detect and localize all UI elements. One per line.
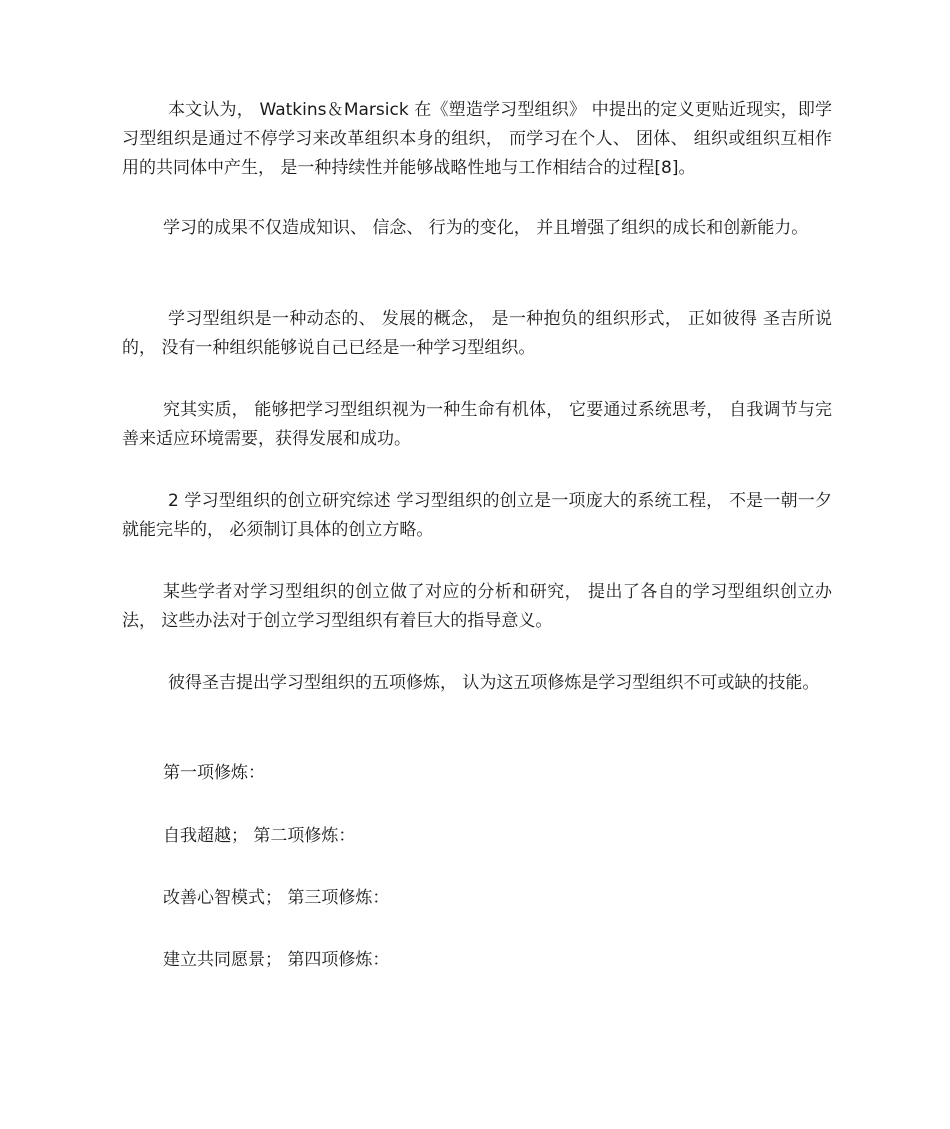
paragraph-dynamic-concept: 学习型组织是一种动态的、 发展的概念， 是一种抱负的组织形式， 正如彼得 圣吉所说的， 没有一种组织能够说自己已经是一种学习型组织。 <box>122 309 832 358</box>
paragraph-section-2: 2 学习型组织的创立研究综述 学习型组织的创立是一项庞大的系统工程， 不是一朝一夕就能完毕的， 必须制订具体的创立方略。 <box>122 491 832 540</box>
paragraph-discipline-3: 改善心智模式； 第三项修炼： <box>163 888 390 908</box>
paragraph-discipline-1: 第一项修炼： <box>163 763 265 783</box>
paragraph-definition: 本文认为， Watkins＆Marsick 在《塑造学习型组织》 中提出的定义更贴近现实，即学习型组织是通过不停学习来改革组织本身的组织， 而学习在个人、 团体、 组织或组织互相作用的共同体中产生， 是一种持续性并能够战略性地与工作相结合的过程[8]。 <box>122 100 832 178</box>
paragraph-discipline-2: 自我超越； 第二项修炼： <box>163 826 356 846</box>
paragraph-essence: 究其实质， 能够把学习型组织视为一种生命有机体， 它要通过系统思考， 自我调节与完善来适应环境需要，获得发展和成功。 <box>122 400 832 449</box>
paragraph-five-disciplines: 彼得圣吉提出学习型组织的五项修炼， 认为这五项修炼是学习型组织不可或缺的技能。 <box>168 673 820 693</box>
paragraph-scholars: 某些学者对学习型组织的创立做了对应的分析和研究， 提出了各自的学习型组织创立办法， 这些办法对于创立学习型组织有着巨大的指导意义。 <box>122 582 832 631</box>
paragraph-discipline-4: 建立共同愿景； 第四项修炼： <box>163 950 390 970</box>
paragraph-learning-outcomes: 学习的成果不仅造成知识、 信念、 行为的变化， 并且增强了组织的成长和创新能力。 <box>163 218 809 238</box>
